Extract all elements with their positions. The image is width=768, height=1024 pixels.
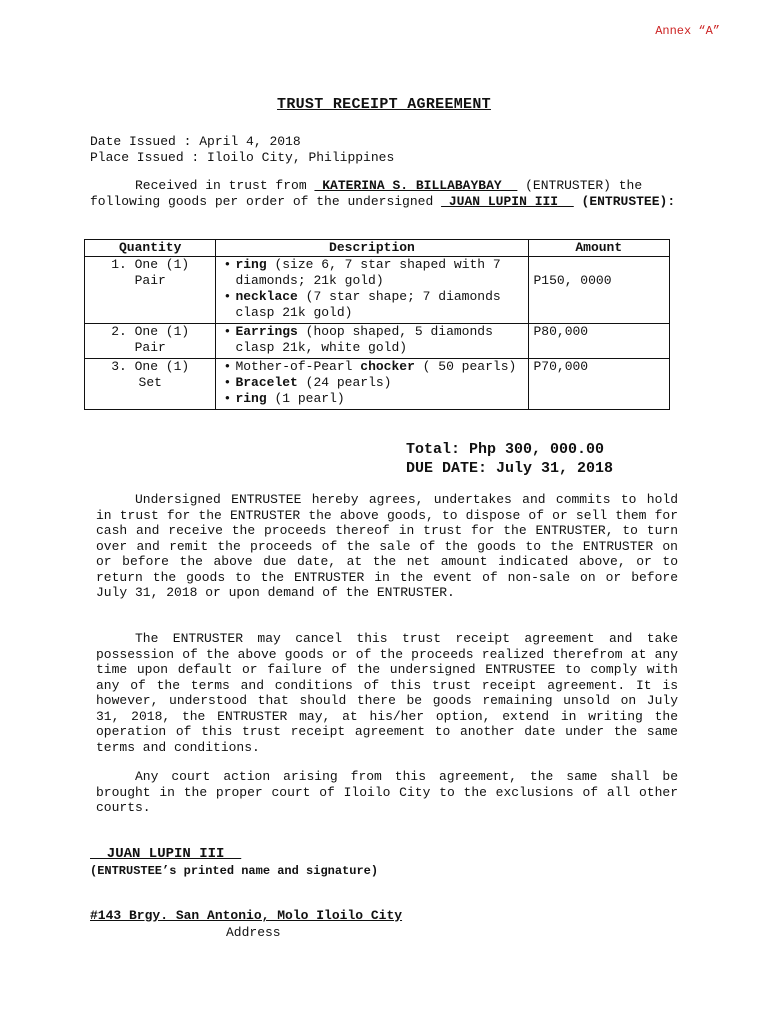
item-details: ( 50 pearls) — [414, 359, 517, 374]
entruster-name: _KATERINA S. BILLABAYBAY__ — [314, 178, 518, 193]
place-issued-line — [90, 150, 394, 166]
amount-cell: P80,000 — [528, 324, 670, 359]
item-details: (hoop shaped, 5 diamonds clasp 21k, white gold) — [235, 324, 493, 355]
quantity-count: 2. One (1) — [111, 324, 190, 339]
intro-part3: (ENTRUSTEE): — [581, 194, 676, 209]
quantity-cell — [85, 324, 216, 359]
item-name: ring — [235, 391, 267, 406]
item-name: ring — [235, 257, 267, 272]
item-details: (7 star shape; 7 diamonds clasp 21k gold) — [235, 289, 501, 320]
date-issued-label: Date Issued : — [90, 134, 192, 149]
table-header-row — [85, 240, 670, 257]
date-issued-line — [90, 134, 394, 150]
paragraph-text: The ENTRUSTER may cancel this trust receipt agreement and take possession of the above goods or of the proceeds realized therefrom at any time upon default or failure of the undersigned ENTRUSTEE to comply with any of the terms and conditions of this trust receipt agreement. It is however, understood that should there be goods remaining unsold on July 31, 2018, the ENTRUSTER may, at his/her option, extend in writing the operation of this trust receipt agreement to another date under the same terms and conditions. — [96, 631, 678, 755]
description-cell — [216, 359, 528, 410]
annex-label: Annex “A” — [655, 24, 720, 38]
item-details: (1 pearl) — [266, 391, 345, 406]
header-amount: Amount — [528, 240, 670, 257]
goods-table — [84, 239, 670, 410]
intro-part2: (ENTRUSTER) the following goods per order of the undersigned — [90, 178, 643, 209]
signature-label: (ENTRUSTEE’s printed name and signature) — [90, 864, 379, 878]
entrustee-name: _JUAN LUPIN III__ — [441, 194, 574, 209]
terms-paragraph-1 — [96, 492, 678, 601]
quantity-count: 1. One (1) — [111, 257, 190, 272]
quantity-cell — [85, 257, 216, 324]
quantity-unit: Pair — [134, 340, 166, 355]
table-row — [85, 359, 670, 410]
terms-paragraph-2 — [96, 631, 678, 755]
amount-cell: P150, 0000 — [528, 257, 670, 324]
document-title: TRUST RECEIPT AGREEMENT — [277, 96, 491, 113]
list-item — [221, 324, 522, 356]
description-cell — [216, 324, 528, 359]
description-cell — [216, 257, 528, 324]
quantity-unit: Pair — [134, 273, 166, 288]
amount-cell: P70,000 — [528, 359, 670, 410]
intro-part1: Received in trust from — [135, 178, 307, 193]
item-name: Bracelet — [235, 375, 298, 390]
header-description: Description — [216, 240, 528, 257]
item-details: (size 6, 7 star shaped with 7 diamonds; 21k gold) — [235, 257, 501, 288]
list-item — [221, 391, 522, 407]
paragraph-text: Undersigned ENTRUSTEE hereby agrees, undertakes and commits to hold in trust for the ENTRUSTER the above goods, to dispose of or sell them for cash and receive the proceeds thereof in trust for the ENTRUSTER, to turn over and remit the proceeds of the sale of the goods to the ENTRUSTER on or before the above due date, at the net amount indicated above, or to return the goods to the ENTRUSTER in the event of non-sale on or before July 31, 2018 or upon demand of the ENTRUSTER. — [96, 492, 678, 600]
list-item — [221, 257, 522, 289]
quantity-unit: Set — [138, 375, 162, 390]
paragraph-text: Any court action arising from this agreement, the same shall be brought in the proper court of Iloilo City to the exclusions of all other courts. — [96, 769, 678, 815]
header-quantity: Quantity — [85, 240, 216, 257]
item-details: (24 pearls) — [297, 375, 392, 390]
list-item — [221, 359, 522, 375]
table-row — [85, 257, 670, 324]
list-item — [221, 289, 522, 321]
due-date: DUE DATE: July 31, 2018 — [406, 460, 614, 477]
quantity-count: 3. One (1) — [111, 359, 190, 374]
signature-name: JUAN LUPIN III — [90, 846, 242, 862]
item-name: necklace — [235, 289, 298, 304]
issue-info — [90, 134, 394, 166]
address-label: Address — [226, 925, 281, 940]
quantity-cell — [85, 359, 216, 410]
date-issued-value: April 4, 2018 — [199, 134, 301, 149]
total-amount: Total: Php 300, 000.00 — [406, 441, 605, 458]
place-issued-value: Iloilo City, Philippines — [207, 150, 395, 165]
item-prefix: Mother-of-Pearl — [235, 359, 361, 374]
totals-block — [406, 440, 613, 478]
address-value: #143 Brgy. San Antonio, Molo Iloilo City — [90, 908, 403, 923]
item-name: Earrings — [235, 324, 298, 339]
list-item — [221, 375, 522, 391]
place-issued-label: Place Issued : — [90, 150, 200, 165]
table-row — [85, 324, 670, 359]
intro-paragraph — [90, 178, 678, 210]
item-name: chocker — [360, 359, 415, 374]
terms-paragraph-3 — [96, 769, 678, 816]
